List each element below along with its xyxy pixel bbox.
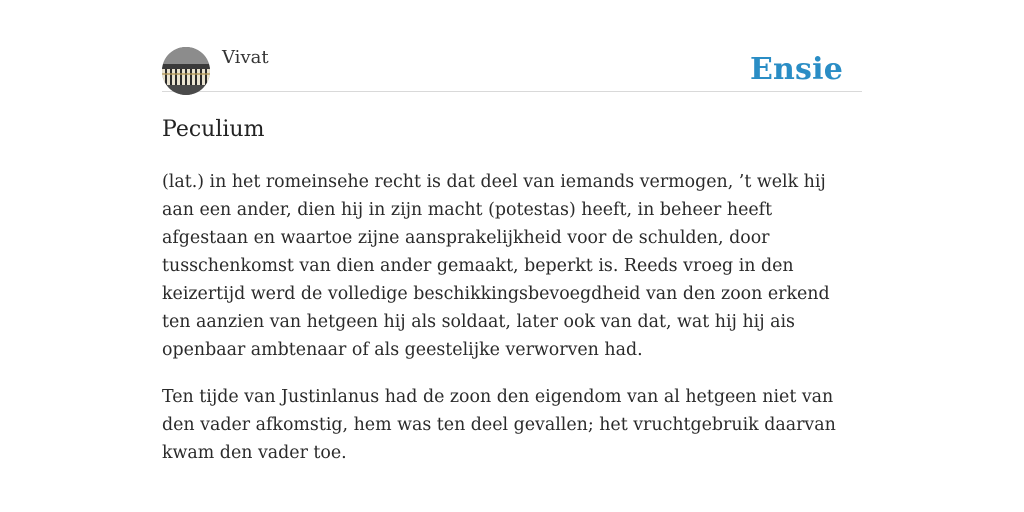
source-name[interactable]: Vivat	[222, 47, 269, 68]
paragraph: Ten tijde van Justinlanus had de zoon den eigendom van al hetgeen niet van den vader afkomstig, hem was ten deel gevallen; het vruchtgebruik daarvan kwam den vader toe.	[162, 387, 836, 463]
header	[162, 46, 862, 92]
source-avatar[interactable]	[162, 47, 210, 95]
paragraph: (lat.) in het romeinsehe recht is dat deel van iemands vermogen, ’t welk hij aan een ander, dien hij in zijn macht (potestas) heeft, in beheer heeft afgestaan en waartoe zijne aansprakelijkheid voor de schulden, door tusschenkomst van dien ander gemaakt, beperkt is. Reeds vroeg in den keizertijd werd de volledige beschikkingsbevoegdheid van den zoon erkend ten aanzien van hetgeen hij als soldaat, later ook van dat, wat hij hij ais openbaar ambtenaar of als geestelijke verworven had.	[162, 172, 830, 360]
article-body	[162, 168, 862, 486]
article-title: Peculium	[162, 117, 265, 142]
book-spines-icon	[162, 47, 210, 95]
brand-logo[interactable]: Ensie	[749, 52, 843, 87]
